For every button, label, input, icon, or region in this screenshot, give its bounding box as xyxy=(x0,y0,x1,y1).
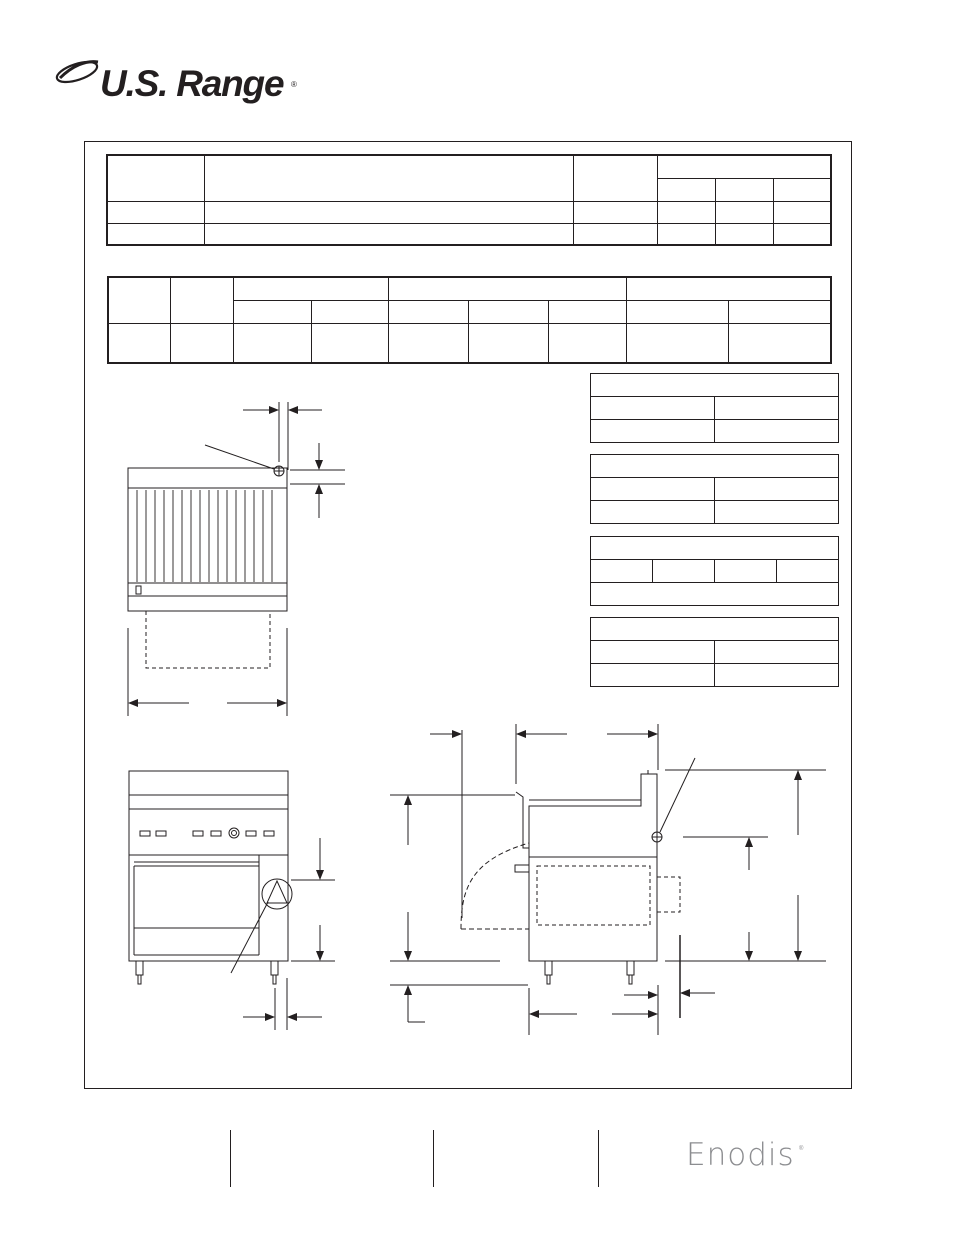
table-row xyxy=(107,201,831,223)
footer-divider xyxy=(598,1130,599,1187)
brand-name: U.S. Range xyxy=(100,63,284,104)
swoosh-logo-icon xyxy=(55,58,100,86)
footer-divider xyxy=(433,1130,434,1187)
model-table xyxy=(106,154,832,246)
description-header-cell xyxy=(204,155,573,201)
dim-h-cell xyxy=(773,178,831,201)
brand-trademark: ® xyxy=(291,80,297,89)
gas-group-1 xyxy=(233,277,388,300)
dim-w-cell xyxy=(657,178,715,201)
footer-divider xyxy=(230,1130,231,1187)
weight-header-cell xyxy=(573,155,657,201)
dimensions-header-cell xyxy=(657,155,831,178)
table-row xyxy=(108,323,831,363)
enodis-trademark: ® xyxy=(799,1146,804,1152)
gas-group-2 xyxy=(388,277,626,300)
model-header-cell xyxy=(107,155,204,201)
enodis-logo: Enodis xyxy=(686,1137,795,1173)
side-table-a xyxy=(590,373,839,443)
side-table-c xyxy=(590,536,839,606)
side-table-d xyxy=(590,617,839,687)
table-row xyxy=(107,223,831,245)
gas-col-b xyxy=(170,277,233,323)
gas-col-a xyxy=(108,277,170,323)
gas-rating-table xyxy=(107,276,832,364)
gas-group-3 xyxy=(626,277,831,300)
side-table-b xyxy=(590,454,839,524)
dim-d-cell xyxy=(715,178,773,201)
